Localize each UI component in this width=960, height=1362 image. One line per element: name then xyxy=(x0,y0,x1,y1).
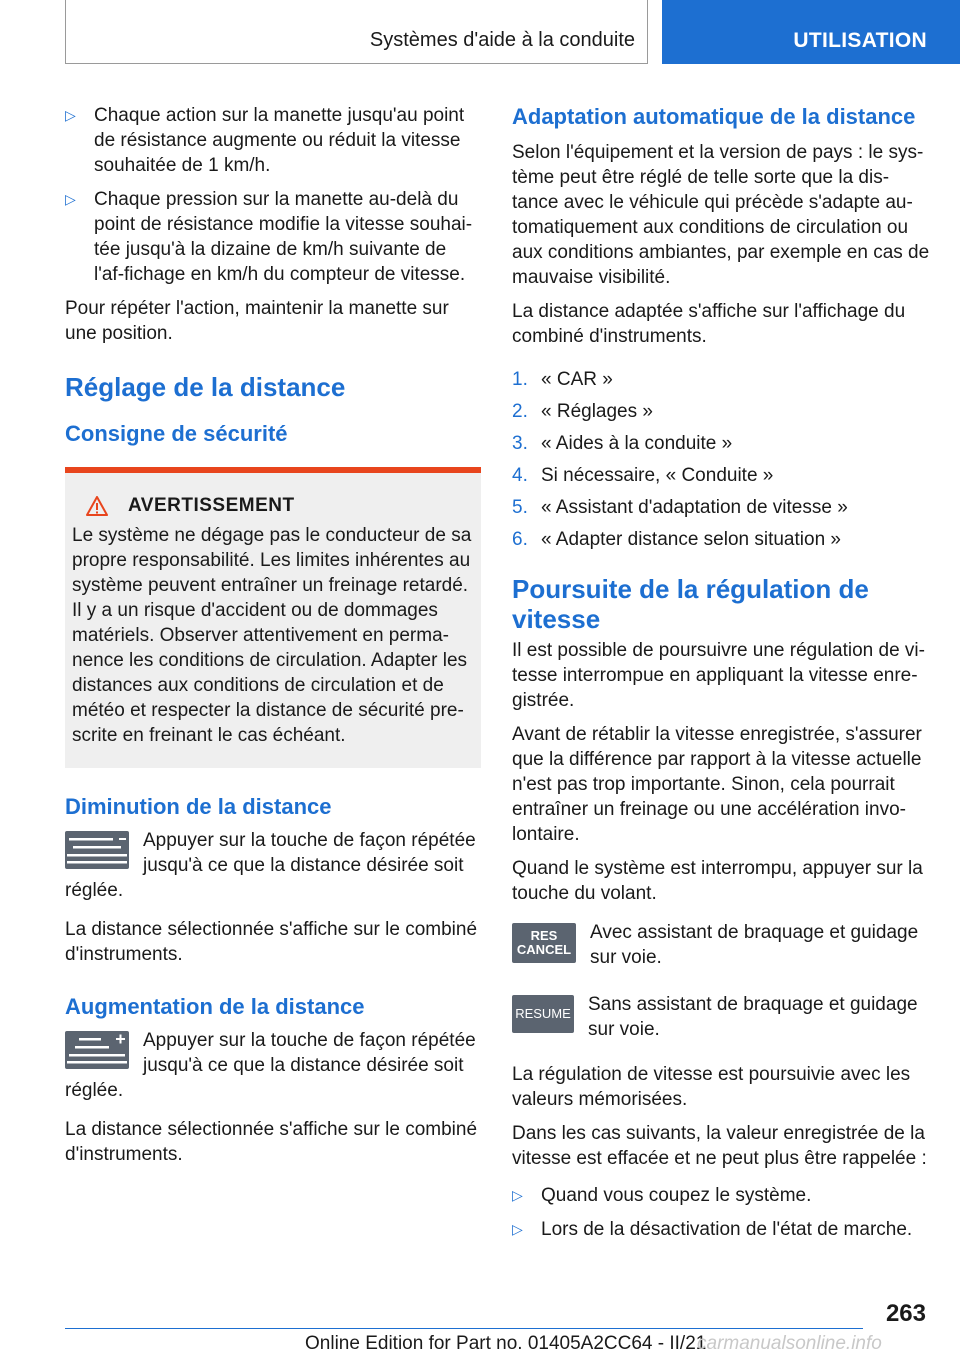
increase-note: La distance sélectionnée s'affiche sur le combiné d'instruments. xyxy=(65,1119,478,1165)
heading-distance: Réglage de la distance xyxy=(65,372,346,402)
list-item xyxy=(512,431,930,456)
triangle-bullet-icon: ▷ xyxy=(65,191,76,207)
heading-resume: Poursuite de la régulation de vitesse xyxy=(512,574,869,634)
distance-decrease-key-icon xyxy=(65,831,129,869)
warning-box xyxy=(65,467,481,768)
step-text: « Assistant d'adaptation de vitesse » xyxy=(541,497,848,518)
warning-body: Le système ne dégage pas le conducteur de sa propre responsabilité. Les limites inhérentes au système peuvent entraîner un freinage retardé. Il y a un risque d'accident ou de dommages matériels. Observer attentivement en perma-nence les conditions de circulation. Adapter les distances aux conditions de circulation et de météo et respecter la distance de sécurité pre-scrite en freinant le cas échéant. xyxy=(72,525,472,746)
resume-paragraph-4: La régulation de vitesse est poursuivie avec les valeurs mémorisées. xyxy=(512,1064,911,1110)
list-item xyxy=(512,527,930,552)
heading-safety: Consigne de sécurité xyxy=(65,421,288,446)
warning-triangle-icon xyxy=(86,496,108,516)
step-number: 4. xyxy=(512,465,528,486)
resume-key-instruction xyxy=(512,992,930,1042)
footer-divider xyxy=(65,1328,863,1329)
step-number: 3. xyxy=(512,433,528,454)
step-text: « Réglages » xyxy=(541,401,653,422)
step-text: « Adapter distance selon situation » xyxy=(541,529,841,550)
decrease-note: La distance sélectionnée s'affiche sur le combiné d'instruments. xyxy=(65,919,478,965)
list-item xyxy=(512,495,930,520)
resume-paragraph-1: Il est possible de poursuivre une régulation de vi-tesse interrompue en appliquant la vitesse enre-gistrée. xyxy=(512,640,925,711)
right-column xyxy=(512,103,930,1251)
res-cancel-instruction xyxy=(512,920,930,970)
left-column xyxy=(65,103,481,1176)
increase-text: Appuyer sur la touche de façon répétée jusqu'à ce que la distance désirée soit réglée. xyxy=(65,1030,476,1101)
list-item xyxy=(65,103,481,178)
resume-key-text: Sans assistant de braquage et guidage sur voie. xyxy=(588,994,918,1040)
step-text: « Aides à la conduite » xyxy=(541,433,733,454)
auto-note: La distance adaptée s'affiche sur l'affichage du combiné d'instruments. xyxy=(512,301,906,347)
step-number: 5. xyxy=(512,497,528,518)
step-number: 6. xyxy=(512,529,528,550)
page-number: 263 xyxy=(885,1300,926,1327)
header-section-tab xyxy=(662,0,960,64)
list-item xyxy=(512,399,930,424)
list-item xyxy=(65,187,481,287)
list-item xyxy=(512,367,930,392)
resume-paragraph-2: Avant de rétablir la vitesse enregistrée, s'assurer que la différence par rapport à la vitesse actuelle n'est pas trop importante. Sinon, cela pourrait entraîner un freinage ou une accélération invo-lontaire. xyxy=(512,724,922,845)
resume-paragraph-3: Quand le système est interrompu, appuyer sur la touche du volant. xyxy=(512,858,923,904)
step-text: « CAR » xyxy=(541,369,613,390)
increase-instruction xyxy=(65,1028,481,1103)
list-item xyxy=(512,1183,930,1208)
step-number: 2. xyxy=(512,401,528,422)
resume-key-label: RESUME xyxy=(515,1006,571,1021)
step-number: 1. xyxy=(512,369,528,390)
list-item-text: Chaque action sur la manette jusqu'au point de résistance augmente ou réduit la vitesse souhaitée de 1 km/h. xyxy=(94,105,465,176)
heading-auto-distance: Adaptation automatique de la distance xyxy=(512,104,916,129)
cancel-key-label: CANCEL xyxy=(516,942,572,957)
header-section-title: UTILISATION xyxy=(793,29,927,52)
repeat-paragraph: Pour répéter l'action, maintenir la manette sur une position. xyxy=(65,298,449,344)
list-item-text: Chaque pression sur la manette au-delà du point de résistance modifie la vitesse souhai-tée jusqu'à la dizaine de km/h suivante de l'af-fichage en km/h du compteur de vitesse. xyxy=(94,189,473,285)
footer-edition: Online Edition for Part no. 01405A2CC64 - II/21 xyxy=(305,1333,707,1354)
res-cancel-key-icon xyxy=(512,923,576,963)
triangle-bullet-icon: ▷ xyxy=(512,1221,523,1237)
list-item-text: Quand vous coupez le système. xyxy=(541,1185,812,1206)
res-cancel-text: Avec assistant de braquage et guidage sur voie. xyxy=(590,922,919,968)
warning-title-row xyxy=(86,495,473,517)
triangle-bullet-icon: ▷ xyxy=(65,107,76,123)
resume-paragraph-5: Dans les cas suivants, la valeur enregistrée de la vitesse est effacée et ne peut plus être rappelée : xyxy=(512,1123,927,1169)
warning-title: AVERTISSEMENT xyxy=(128,495,295,516)
distance-increase-key-icon xyxy=(65,1031,129,1069)
steps-list xyxy=(512,367,930,552)
decrease-text: Appuyer sur la touche de façon répétée jusqu'à ce que la distance désirée soit réglée. xyxy=(65,830,476,901)
header-chapter-box xyxy=(65,0,648,64)
triangle-bullet-icon: ▷ xyxy=(512,1187,523,1203)
decrease-instruction xyxy=(65,828,481,903)
list-item xyxy=(512,1217,930,1242)
resume-key-icon xyxy=(512,995,574,1033)
heading-increase: Augmentation de la distance xyxy=(65,994,365,1019)
res-key-label: RES xyxy=(530,928,558,943)
heading-decrease: Diminution de la distance xyxy=(65,794,332,819)
step-text: Si nécessaire, « Conduite » xyxy=(541,465,774,486)
header-chapter-title: Systèmes d'aide à la conduite xyxy=(369,29,635,51)
footer-watermark: carmanualsonline.info xyxy=(697,1333,882,1354)
list-item-text: Lors de la désactivation de l'état de marche. xyxy=(541,1219,913,1240)
auto-text: Selon l'équipement et la version de pays : le sys-tème peut être réglé de telle sorte que la dis-tance avec le véhicule qui précède s'adapte au-tomatiquement aux conditions de circulation ou aux conditions ambiantes, par exemple en cas de mauvaise visibilité. xyxy=(512,142,930,288)
list-item xyxy=(512,463,930,488)
